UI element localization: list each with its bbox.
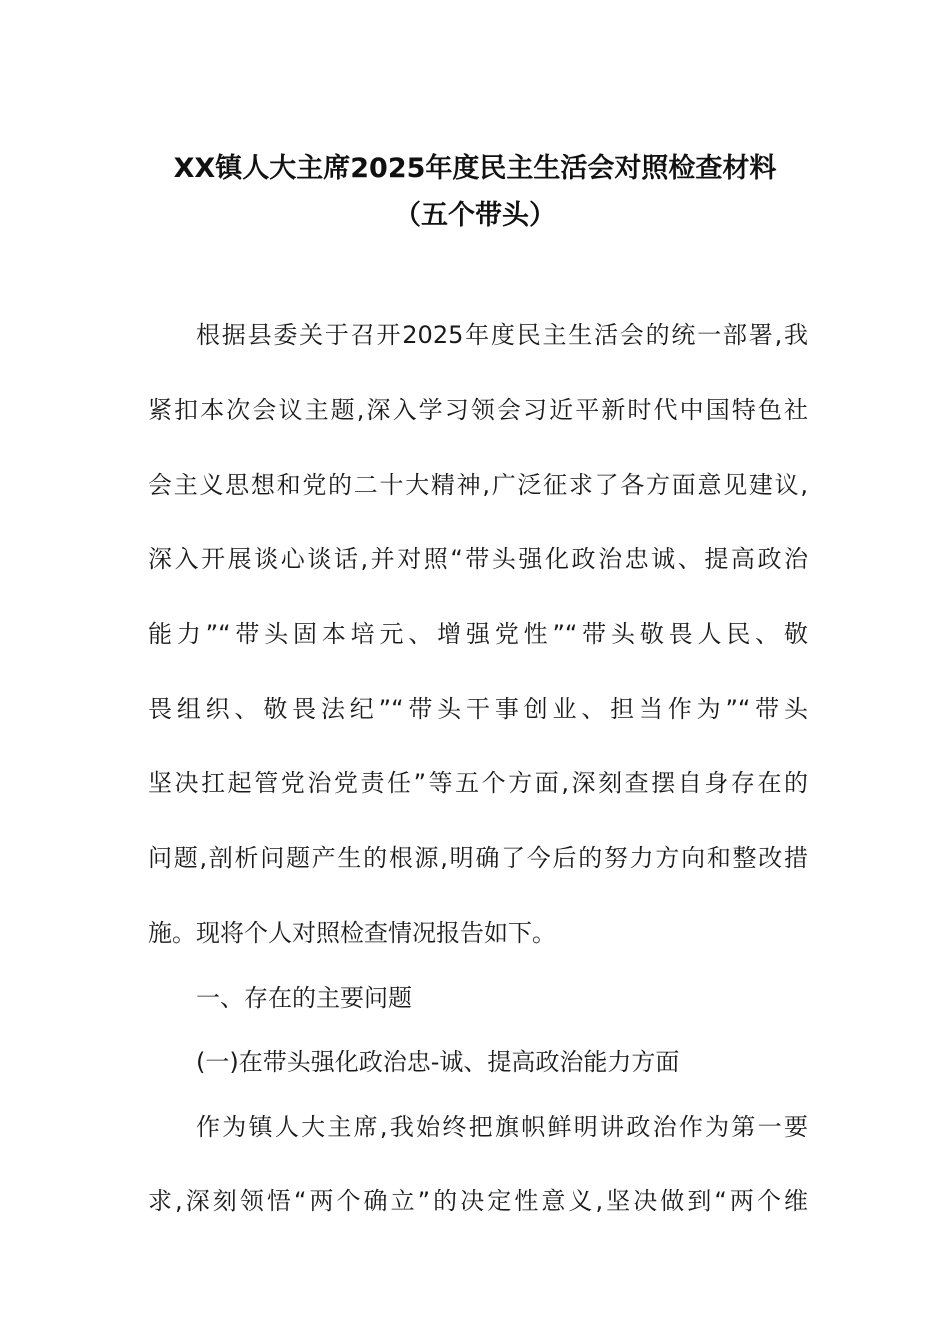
paragraph-line: 会主义思想和党的二十大精神,广泛征求了各方面意见建议,: [148, 471, 808, 499]
paragraph-line: 作为镇人大主席,我始终把旗帜鲜明讲政治作为第一要: [196, 1113, 808, 1141]
paragraph-line: 坚决扛起管党治党责任”等五个方面,深刻查摆自身存在的: [148, 769, 808, 797]
subsection-heading: (一)在带头强化政治忠-诚、提高政治能力方面: [196, 1048, 680, 1076]
paragraph-line: 紧扣本次会议主题,深入学习领会习近平新时代中国特色社: [148, 396, 808, 424]
paragraph-line: 求,深刻领悟“两个确立”的决定性意义,坚决做到“两个维: [148, 1187, 808, 1215]
paragraph-line: 深入开展谈心谈话,并对照“带头强化政治忠诚、提高政治: [148, 545, 808, 573]
paragraph-line: 畏组织、敬畏法纪”“带头干事创业、担当作为”“带头: [148, 695, 808, 723]
section-heading: 一、存在的主要问题: [196, 984, 412, 1012]
paragraph-line: 问题,剖析问题产生的根源,明确了今后的努力方向和整改措: [148, 844, 808, 872]
paragraph-line: 根据县委关于召开2025年度民主生活会的统一部署,我: [196, 321, 808, 349]
document-title: XX镇人大主席2025年度民主生活会对照检查材料: [173, 153, 777, 184]
document-subtitle: （五个带头）: [394, 200, 556, 231]
paragraph-line: 能力”“带头固本培元、增强党性”“带头敬畏人民、敬: [148, 620, 808, 648]
paragraph-line: 施。现将个人对照检查情况报告如下。: [148, 919, 556, 947]
